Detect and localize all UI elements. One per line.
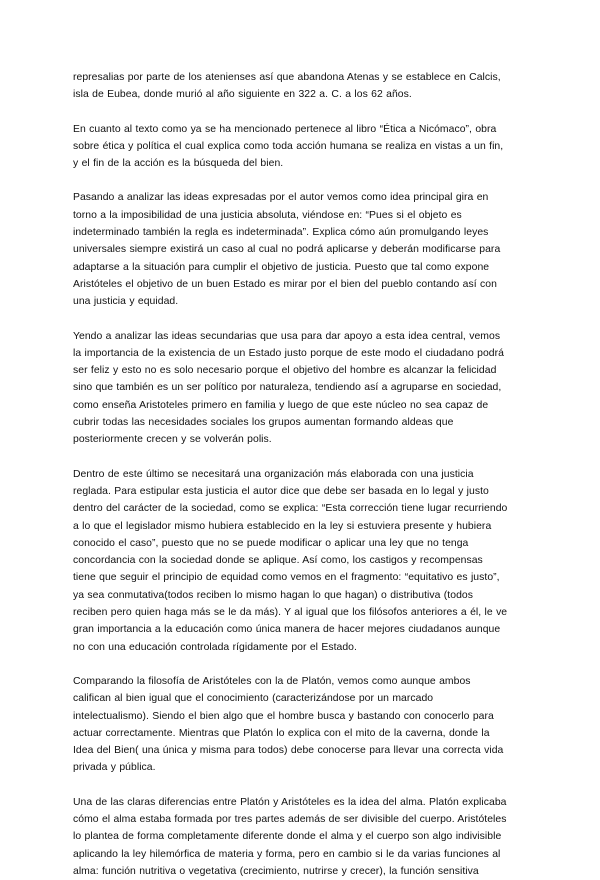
text-line: Una de las claras diferencias entre Platón y Aristóteles es la idea del alma. Platón explicaba [73,796,507,808]
text-line: tiene que seguir el principio de equidad como vemos en el fragmento: “equitativo es justo”, [73,572,500,584]
text-line: no con una educación controlada rígidamente por el Estado. [73,641,357,653]
text-line: intelectualismo). Siendo el bien algo que el hombre busca y bastando con conocerlo para [73,710,494,722]
text-line: Dentro de este último se necesitará una organización más elaborada con una justicia [73,468,474,480]
paragraph-7 [73,794,535,880]
text-line: ya sea conmutativa(todos reciben lo mismo hagan lo que hagan) o distributiva (todos [73,589,473,601]
text-line: Pasando a analizar las ideas expresadas por el autor vemos como idea principal gira en [73,192,489,204]
text-line: represalias por parte de los atenienses así que abandona Atenas y se establece en Calcis, [73,72,501,83]
text-line: alma: función nutritiva o vegetativa (crecimiento, nutrirse y crecer), la función sensitiva [73,865,479,877]
paragraph-6 [73,673,535,777]
text-line: a lo que el legislador mismo hubiera establecido en la ley si estuviera presente y hubiera [73,520,492,532]
text-line: cómo el alma estaba formada por tres partes además de ser divisible del cuerpo. Aristóteles [73,813,507,825]
text-line: reglada. Para estipular esta justicia el autor dice que debe ser basada en lo legal y justo [73,485,489,497]
paragraph-3 [73,189,535,310]
text-line: ser feliz y esto no es solo necesario porque el objetivo del hombre es alcanzar la felicidad [73,365,497,377]
text-line: y el fin de la acción es la búsqueda del bien. [73,158,284,170]
text-line: Comparando la filosofía de Aristóteles con la de Platón, vemos como aunque ambos [73,675,471,687]
paragraph-4 [73,328,535,449]
text-line: torno a la imposibilidad de una justicia absoluta, viéndose en: “Pues si el objeto es [73,209,462,221]
text-line: posteriormente crecen y se volverán polis. [73,434,272,446]
text-line: isla de Eubea, donde murió al año siguiente en 322 a. C. a los 62 años. [73,89,412,101]
paragraph-1 [73,69,535,104]
document-body [73,69,535,880]
text-line: Idea del Bien( una única y misma para todos) debe conocerse para llevar una correcta vida [73,745,504,757]
text-line: la importancia de la existencia de un Estado justo porque de este modo el ciudadano podrá [73,347,504,359]
text-line: actuar correctamente. Mientras que Platón lo explica con el mito de la caverna, donde la [73,727,490,739]
text-line: cubrir todas las necesidades sociales los grupos aumentan formando aldeas que [73,417,454,429]
text-line: Aristóteles el objetivo de un buen Estado es mirar por el bien del pueblo contando así con [73,278,497,290]
text-line: privada y pública. [73,762,156,774]
text-line: aplicando la ley hilemórfica de materia y forma, pero en cambio si le da varias funciones al [73,848,501,860]
text-line: sobre ética y política el cual explica como toda acción humana se realiza en vistas a un fin, [73,140,504,152]
text-line: En cuanto al texto como ya se ha mencionado pertenece al libro “Ética a Nicómaco”, obra [73,123,497,135]
text-line: califican al bien igual que el conocimiento (caracterizándose por un marcado [73,693,434,705]
text-line: gran importancia a la educación como única manera de hacer mejores ciudadanos aunque [73,624,501,636]
text-line: Yendo a analizar las ideas secundarias que usa para dar apoyo a esta idea central, vemos [73,330,501,342]
text-line: lo plantea de forma completamente diferente donde el alma y el cuerpo son algo indivisible [73,831,502,843]
text-line: concordancia con la sociedad donde se aplique. Así como, los castigos y recompensas [73,555,483,567]
text-line: dentro del carácter de la sociedad, como se explica: “Esta corrección tiene lugar recurriendo [73,503,508,515]
paragraph-5 [73,466,535,656]
text-line: universales siempre existirá un caso al cual no podrá aplicarse y deberán modificarse para [73,244,501,256]
text-line: conocido el caso”, puesto que no se puede modificar o aplicar una ley que no tenga [73,537,469,549]
text-line: una justicia y equidad. [73,296,179,308]
text-line: como enseña Aristoteles primero en familia y luego de que este núcleo no sea capaz de [73,399,489,411]
paragraph-2 [73,121,535,173]
text-line: adaptarse a la situación para cumplir el objetivo de justicia. Puesto que tal como expone [73,261,490,273]
text-line: indeterminado también la regla es indeterminada”. Explica cómo aún promulgando leyes [73,227,489,239]
text-line: reciben pero quien haga más se le da más). Y al igual que los filósofos anteriores a él, le ve [73,607,508,619]
text-line: sino que también es un ser político por naturaleza, tendiendo así a agruparse en sociedad, [73,382,502,394]
